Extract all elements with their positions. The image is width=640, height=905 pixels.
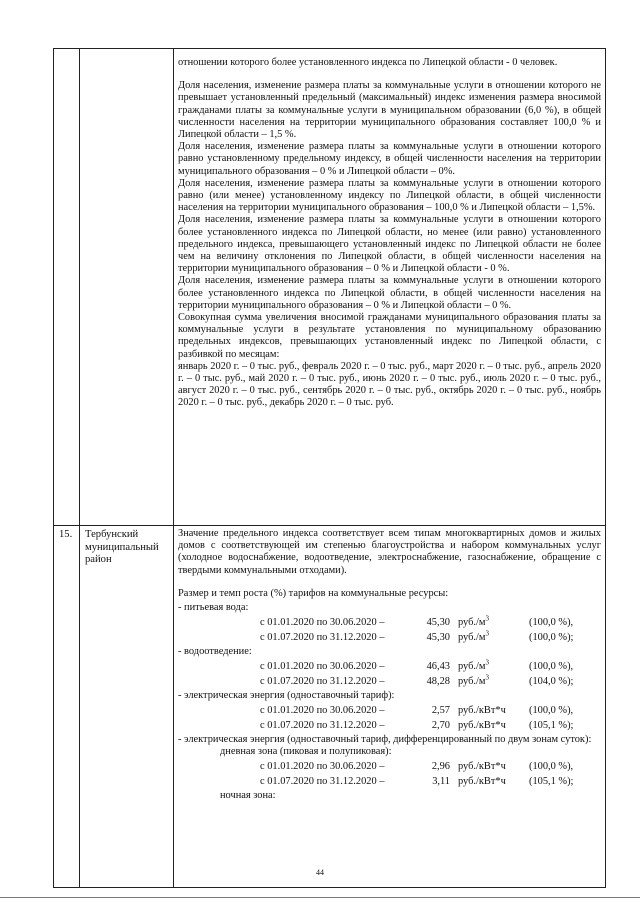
tariff-heading: Размер и темп роста (%) тарифов на коммунальные ресурсы: bbox=[178, 587, 449, 599]
paragraph: Значение предельного индекса соответствует всем типам многоквартирных домов и жилых домов с соответствующей им степенью благоустройства и набором коммунальных услуг (холодное водоснабжение, водоотведение, электроснабжение, газоснабжение, обращение с твердыми коммунальными отходами). bbox=[178, 528, 601, 576]
paragraph: Доля населения, изменение размера платы за коммунальные услуги в отношении которого более установленного индекса по Липецкой области, но менее (или равно) установленного предельного индекса, превышающего установленный индекс по Липецкой области не более чем на величину отклонения по Липецкой области, в общей численности населения на территории муниципального образования – 0 % и Липецкой области - 0 %. bbox=[178, 214, 601, 275]
tariff-line bbox=[178, 616, 601, 631]
paragraph: Доля населения, изменение размера платы за коммунальные услуги в отношении которого более установленного индекса по Липецкой области, в общей численности населения на территории муниципального образования – 0 % и Липецкой области – 0 %. bbox=[178, 275, 601, 311]
row-number: 15. bbox=[54, 526, 80, 888]
tariff-period: с 01.07.2020 по 31.12.2020 – bbox=[260, 720, 385, 732]
tariff-value: 46,43 bbox=[426, 661, 450, 673]
tariff-unit: $руб./м^3$ bbox=[458, 673, 489, 688]
tariff-unit: руб./кВт*ч bbox=[458, 720, 506, 732]
spacer bbox=[178, 69, 601, 80]
tariff-line bbox=[178, 775, 601, 790]
tariff-value: 2,70 bbox=[431, 720, 450, 732]
tariff-line bbox=[178, 719, 601, 734]
tariff-value: 45,30 bbox=[426, 617, 450, 629]
tariff-growth: (100,0 %), bbox=[529, 617, 574, 629]
night-zone-label: ночная зона: bbox=[220, 790, 276, 802]
tariff-period: с 01.01.2020 по 30.06.2020 – bbox=[260, 617, 385, 629]
tariff-unit: руб./кВт*ч bbox=[458, 776, 506, 788]
tariff-growth: (100,0 %); bbox=[529, 632, 574, 644]
page-number: 44 bbox=[316, 868, 324, 877]
content-cell bbox=[174, 49, 606, 526]
indices-table bbox=[53, 48, 606, 888]
table-row bbox=[54, 526, 606, 888]
tariff-unit: руб./кВт*ч bbox=[458, 705, 506, 717]
paragraph: Совокупная сумма увеличения вносимой гражданами муниципального образования платы за коммунальные услуги в результате установления по муниципальному образованию предельных индексов, превышающих установленный индекс по Липецкой области, с разбивкой по месяцам: bbox=[178, 312, 601, 360]
paragraph: Доля населения, изменение размера платы за коммунальные услуги в отношении которого не превышает установленный предельный (максимальный) индекс изменения размера вносимой гражданами платы за коммунальные услуги в муниципальном образовании (6,0 %), в общей численности населения на территории муниципального образования составляет 100,0 % и Липецкой области – 1,5 %. bbox=[178, 80, 601, 141]
tariff-line bbox=[178, 660, 601, 675]
tariff-value: 3,11 bbox=[432, 776, 450, 788]
tariff-period: с 01.07.2020 по 31.12.2020 – bbox=[260, 676, 385, 688]
tariff-value: 2,57 bbox=[431, 705, 450, 717]
tariff-growth: (100,0 %), bbox=[529, 661, 574, 673]
tariff-value: 45,30 bbox=[426, 632, 450, 644]
tariff-unit: $руб./м^3$ bbox=[458, 629, 489, 644]
tariff-period: с 01.01.2020 по 30.06.2020 – bbox=[260, 761, 385, 773]
tariff-line bbox=[178, 760, 601, 775]
spacer bbox=[178, 577, 601, 588]
tariff-line bbox=[178, 704, 601, 719]
district-cell bbox=[80, 49, 174, 526]
tariff-value: 48,28 bbox=[426, 676, 450, 688]
tariff-growth: (105,1 %); bbox=[529, 776, 574, 788]
district-name: Тербунский муниципальный район bbox=[80, 526, 174, 888]
sewer-label: - водоотведение: bbox=[178, 645, 252, 657]
tariff-growth: (100,0 %), bbox=[529, 761, 574, 773]
electricity-zones-label: - электрическая энергия (одноставочный тариф, дифференцированный по двум зонам суток): bbox=[178, 733, 592, 745]
tariff-period: с 01.07.2020 по 31.12.2020 – bbox=[260, 632, 385, 644]
tariff-period: с 01.07.2020 по 31.12.2020 – bbox=[260, 776, 385, 788]
water-label: - питьевая вода: bbox=[178, 601, 249, 613]
tariff-period: с 01.01.2020 по 30.06.2020 – bbox=[260, 705, 385, 717]
paragraph: январь 2020 г. – 0 тыс. руб., февраль 2020 г. – 0 тыс. руб., март 2020 г. – 0 тыс. руб., апрель 2020 г. – 0 тыс. руб., май 2020 г. – 0 тыс. руб., июнь 2020 г. – 0 тыс. руб., июль 2020 г. – 0 тыс. руб., август 2020 г. – 0 тыс. руб., сентябрь 2020 г. – 0 тыс. руб., октябрь 2020 г. – 0 тыс. руб., ноябрь 2020 г. – 0 тыс. руб., декабрь 2020 г. – 0 тыс. руб. bbox=[178, 360, 601, 409]
table-row bbox=[54, 49, 606, 526]
content-cell bbox=[174, 526, 606, 888]
electricity-label: - электрическая энергия (одноставочный тариф): bbox=[178, 689, 395, 701]
paragraph: Доля населения, изменение размера платы за коммунальные услуги в отношении которого равно (или менее) установленному индексу по Липецкой области, в общей численности населения на территории муниципального образования – 100,0 % и Липецкой области – 1,5%. bbox=[178, 177, 601, 214]
tariff-unit: руб./кВт*ч bbox=[458, 761, 506, 773]
row-number-cell bbox=[54, 49, 80, 526]
tariff-value: 2,96 bbox=[431, 761, 450, 773]
tariff-growth: (105,1 %); bbox=[529, 720, 574, 732]
tariff-growth: (104,0 %); bbox=[529, 676, 574, 688]
paragraph: отношении которого более установленного индекса по Липецкой области - 0 человек. bbox=[178, 57, 558, 68]
tariff-period: с 01.01.2020 по 30.06.2020 – bbox=[260, 661, 385, 673]
tariff-unit: $руб./м^3$ bbox=[458, 658, 489, 673]
paragraph: Доля населения, изменение размера платы за коммунальные услуги в отношении которого равно установленному предельному индексу, в общей численности населения на территории муниципального образования – 0 % и Липецкой области – 0%. bbox=[178, 141, 601, 177]
tariff-line bbox=[178, 675, 601, 690]
day-zone-label: дневная зона (пиковая и полупиковая): bbox=[220, 746, 392, 758]
tariff-unit: $руб./м^3$ bbox=[458, 614, 489, 629]
tariff-line bbox=[178, 631, 601, 646]
scan-edge-divider bbox=[0, 897, 640, 898]
tariff-growth: (100,0 %), bbox=[529, 705, 574, 717]
